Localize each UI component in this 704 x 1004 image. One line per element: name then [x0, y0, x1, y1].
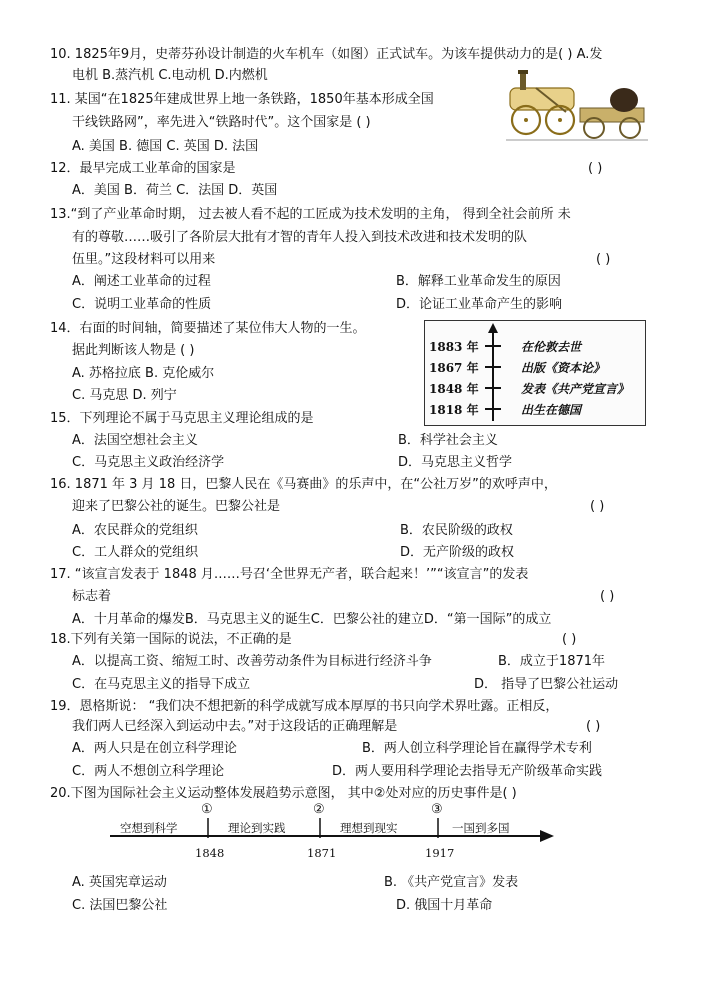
- q11-stem-2: 干线铁路网”，率先进入“铁路时代”。这个国家是 ( ): [72, 115, 371, 130]
- q15-option-b: B．科学社会主义: [398, 433, 498, 448]
- q19-stem: 19．恩格斯说： “我们决不想把新的科学成就写成本厚厚的书只向学术界吐露。正相反，: [50, 699, 559, 714]
- q19-stem-2: 我们两人已经深入到运动中去。”对于这段话的正确理解是: [72, 719, 398, 734]
- q19-option-c: C．两人不想创立科学理论: [72, 764, 225, 779]
- q16-option-b: B．农民阶级的政权: [400, 523, 513, 538]
- q19-option-b: B．两人创立科学理论旨在赢得学术专利: [362, 741, 592, 756]
- stage-label: 理论到实践: [228, 821, 286, 835]
- q11-options: A. 美国 B. 德国 C. 英国 D. 法国: [72, 139, 259, 154]
- q20-option-c: C. 法国巴黎公社: [72, 898, 168, 913]
- stage-label: 理想到现实: [340, 821, 398, 835]
- timeline-event: 发表《共产党宣言》: [521, 382, 630, 396]
- marker-label: ①: [201, 802, 213, 817]
- timeline-event: 出生在德国: [521, 403, 582, 417]
- timeline-year: 1883 年: [429, 340, 479, 354]
- q18-stem: 18.下列有关第一国际的说法，不正确的是: [50, 632, 292, 647]
- locomotive-image: [506, 68, 648, 146]
- q13-answer-paren: ( ): [596, 252, 611, 267]
- timeline-year: 1848 年: [429, 382, 479, 396]
- q17-stem: 17. “该宣言发表于 1848 月……号召‘全世界无产者，联合起来！’”“该宣言”的发表: [50, 567, 529, 582]
- q13-option-a: A．阐述工业革命的过程: [72, 274, 211, 289]
- q15-option-d: D．马克思主义哲学: [398, 455, 513, 470]
- q12-options: A．美国 B．荷兰 C．法国 D．英国: [72, 183, 278, 198]
- stage-label: 一国到多国: [452, 821, 510, 835]
- q20-option-b: B. 《共产党宣言》发表: [384, 875, 519, 890]
- timeline-figure: [424, 320, 646, 426]
- q15-stem: 15．下列理论不属于马克思主义理论组成的是: [50, 411, 314, 426]
- q14-options-cd: C. 马克思 D. 列宁: [72, 388, 177, 403]
- marker-label: ②: [313, 802, 325, 817]
- q18-option-b: B．成立于1871年: [498, 654, 606, 669]
- q13-option-c: C．说明工业革命的性质: [72, 297, 212, 312]
- q17-stem-2: 标志着: [72, 589, 112, 604]
- q15-option-a: A．法国空想社会主义: [72, 433, 198, 448]
- q16-option-c: C．工人群众的党组织: [72, 545, 199, 560]
- q17-options: A．十月革命的爆发B．马克思主义的诞生C．巴黎公社的建立D．“第一国际”的成立: [72, 612, 552, 627]
- q14-options-ab: A. 苏格拉底 B. 克伦威尔: [72, 366, 215, 381]
- timeline-event: 出版《资本论》: [521, 361, 606, 375]
- q12-stem: 12．最早完成工业革命的国家是: [50, 161, 236, 176]
- q14-stem-2: 据此判断该人物是 ( ): [72, 343, 195, 358]
- timeline-event: 在伦敦去世: [521, 340, 582, 354]
- q12-answer-paren: ( ): [588, 161, 603, 176]
- q13-option-d: D．论证工业革命产生的影响: [396, 297, 563, 312]
- q13-stem-2: 有的尊敬……吸引了各阶层大批有才智的青年人投入到技术改进和技术发明的队: [72, 230, 528, 245]
- q19-answer-paren: ( ): [586, 719, 601, 734]
- q11-stem: 11. 某国“在1825年建成世界上地一条铁路，1850年基本形成全国: [50, 92, 434, 107]
- q13-stem-3: 伍里。”这段材料可以用来: [72, 252, 216, 267]
- q10-options: 电机 B.蒸汽机 C.电动机 D.内燃机: [72, 68, 268, 83]
- marker-label: ③: [431, 802, 443, 817]
- q16-option-a: A．农民群众的党组织: [72, 523, 198, 538]
- year-label: 1848: [195, 846, 225, 860]
- q19-option-d: D．两人要用科学理论去指导无产阶级革命实践: [332, 764, 603, 779]
- q18-option-a: A．以提高工资、缩短工时、改善劳动条件为目标进行经济斗争: [72, 654, 432, 669]
- q13-stem: 13.“到了产业革命时期， 过去被人看不起的工匠成为技术发明的主角， 得到全社会前所 未: [50, 207, 571, 222]
- q16-stem: 16. 1871 年 3 月 18 日，巴黎人民在《马赛曲》的乐声中，在“公社万岁”的欢呼声中，: [50, 477, 557, 492]
- development-trend-diagram: [108, 802, 558, 866]
- q14-stem: 14．右面的时间轴，简要描述了某位伟大人物的一生。: [50, 321, 366, 336]
- q20-stem: 20.下图为国际社会主义运动整体发展趋势示意图， 其中②处对应的历史事件是( ): [50, 786, 517, 801]
- q15-option-c: C．马克思主义政治经济学: [72, 455, 225, 470]
- q18-answer-paren: ( ): [562, 632, 577, 647]
- q20-option-a: A. 英国宪章运动: [72, 875, 167, 890]
- year-label: 1871: [307, 846, 337, 860]
- q20-option-d: D. 俄国十月革命: [396, 898, 493, 913]
- q16-option-d: D．无产阶级的政权: [400, 545, 515, 560]
- year-label: 1917: [425, 846, 455, 860]
- q16-stem-2: 迎来了巴黎公社的诞生。巴黎公社是: [72, 499, 281, 514]
- stage-label: 空想到科学: [120, 821, 178, 835]
- timeline-year: 1818 年: [429, 403, 479, 417]
- q19-option-a: A．两人只是在创立科学理论: [72, 741, 237, 756]
- q17-answer-paren: ( ): [600, 589, 615, 604]
- q18-option-c: C．在马克思主义的指导下成立: [72, 677, 251, 692]
- q16-answer-paren: ( ): [590, 499, 605, 514]
- q13-option-b: B．解释工业革命发生的原因: [396, 274, 561, 289]
- q18-option-d: D． 指导了巴黎公社运动: [474, 677, 619, 692]
- timeline-year: 1867 年: [429, 361, 479, 375]
- q10-stem: 10. 1825年9月，史蒂芬孙设计制造的火车机车（如图）正式试车。为该车提供动力的是( ) A.发: [50, 47, 603, 62]
